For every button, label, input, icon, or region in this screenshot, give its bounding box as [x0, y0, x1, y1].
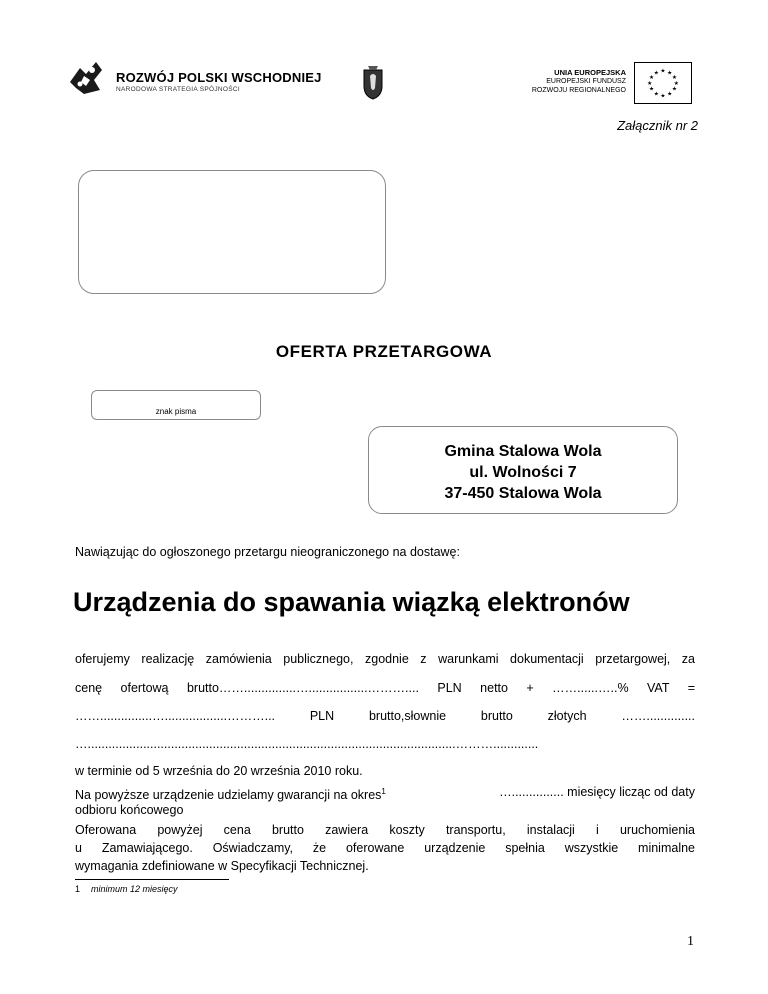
offer-line-4: …..........................................................................................................………............. — [75, 737, 539, 751]
page-number: 1 — [687, 934, 694, 949]
svg-text:★: ★ — [667, 70, 673, 77]
eu-logo — [522, 62, 692, 104]
rpw-logo — [66, 56, 322, 104]
company-stamp-box — [78, 170, 386, 294]
rpw-subtitle: NARODOWA STRATEGIA SPÓJNOŚCI — [116, 86, 240, 93]
address-line-3: 37-450 Stalowa Wola — [444, 485, 602, 502]
eu-line-2: EUROPEJSKI FUNDUSZ — [546, 78, 626, 85]
svg-text:★: ★ — [660, 93, 666, 100]
address-line-1: Gmina Stalowa Wola — [444, 443, 602, 460]
rpw-title: ROZWÓJ POLSKI WSCHODNIEJ — [116, 70, 322, 85]
warranty-paragraph — [75, 783, 695, 819]
eu-line-3: ROZWOJU REGIONALNEGO — [531, 87, 626, 94]
svg-text:★: ★ — [649, 86, 655, 93]
warranty-text-a: Na powyższe urządzenie udzielamy gwarancji na okres$^1$ — [75, 787, 386, 803]
warranty-line-2: odbioru końcowego — [75, 803, 184, 817]
address-line-2: ul. Wolności 7 — [469, 464, 577, 481]
svg-text:★: ★ — [653, 70, 659, 77]
eu-line-1: UNIA EUROPEJSKA — [554, 68, 626, 77]
tender-subject: Urządzenia do spawania wiązką elektronów — [73, 587, 630, 617]
offer-line-2: cenę ofertową brutto……...............….................……….... PLN netto + ……......…..% VAT = — [75, 681, 695, 695]
offer-line-5: w terminie od 5 września do 20 września 2010 roku. — [75, 764, 363, 778]
offer-title: OFERTA PRZETARGOWA — [275, 342, 493, 361]
offer-line-3: ……...............…..................………... PLN brutto,słownie brutto złotych …….............. — [75, 709, 695, 723]
city-crest-icon — [362, 64, 384, 100]
declaration-line-3: wymagania zdefiniowane w Specyfikacji Technicznej. — [75, 859, 369, 873]
svg-text:★: ★ — [649, 75, 655, 82]
footnote-separator — [75, 879, 229, 880]
eu-flag-icon — [634, 62, 692, 104]
declaration-line-1: Oferowana powyżej cena brutto zawiera koszty transportu, instalacji i uruchomienia — [75, 823, 695, 837]
svg-text:★: ★ — [671, 86, 677, 93]
reference-number-label: znak pisma — [155, 407, 197, 416]
svg-text:★: ★ — [660, 68, 666, 75]
declaration-paragraph — [75, 821, 695, 875]
recipient-address-box — [368, 426, 678, 514]
footnote — [75, 884, 178, 894]
svg-text:★: ★ — [673, 80, 679, 87]
rpw-emblem-icon — [66, 58, 106, 98]
warranty-text-b: …............... miesięcy licząc od daty — [499, 785, 695, 799]
annex-label: Załącznik nr 2 — [617, 118, 698, 133]
footnote-number: 1 — [75, 884, 81, 894]
svg-text:★: ★ — [671, 75, 677, 82]
svg-text:★: ★ — [653, 91, 659, 98]
footnote-ref: 1 — [381, 787, 386, 796]
offer-paragraph — [75, 650, 695, 780]
offer-line-1: oferujemy realizację zamówienia publicznego, zgodnie z warunkami dokumentacji przetargowej, za — [75, 652, 695, 666]
intro-text: Nawiązując do ogłoszonego przetargu nieograniczonego na dostawę: — [75, 545, 460, 559]
svg-text:★: ★ — [647, 80, 653, 87]
footnote-text: minimum 12 miesięcy — [91, 884, 178, 894]
declaration-line-2: u Zamawiającego. Oświadczamy, że oferowane urządzenie spełnia wszystkie minimalne — [75, 841, 695, 855]
svg-text:★: ★ — [667, 91, 673, 98]
